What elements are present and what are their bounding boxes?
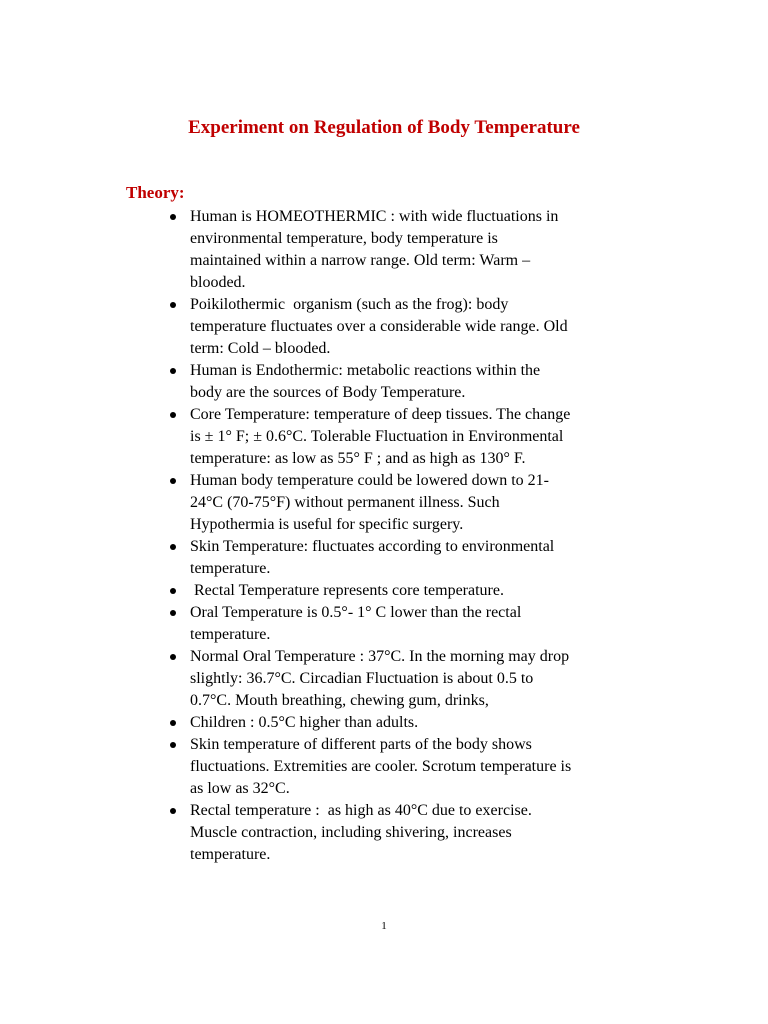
bullet-text: Core Temperature: temperature of deep tissues. The change is ± 1° F; ± 0.6°C. Tolerable Fluctuation in Environmental temperature: as low as 55° F ; and as high as 130° F.	[190, 406, 571, 467]
list-item	[166, 294, 646, 360]
list-item	[166, 360, 646, 404]
bullet-text: Rectal Temperature represents core temperature.	[190, 582, 504, 599]
bullet-icon	[170, 544, 176, 550]
list-item	[166, 580, 646, 602]
bullet-text: Human is Endothermic: metabolic reactions within the body are the sources of Body Temperature.	[190, 362, 541, 401]
bullet-icon	[170, 654, 176, 660]
bullet-icon	[170, 808, 176, 814]
bullet-icon	[170, 720, 176, 726]
bullet-icon	[170, 412, 176, 418]
bullet-icon	[170, 588, 176, 594]
list-item	[166, 470, 646, 536]
list-item	[166, 206, 646, 294]
list-item	[166, 646, 646, 712]
bullet-icon	[170, 214, 176, 220]
document-title: Experiment on Regulation of Body Temperature	[188, 117, 580, 138]
bullet-icon	[170, 478, 176, 484]
bullet-text: Human is HOMEOTHERMIC : with wide fluctuations in environmental temperature, body temperature is maintained within a narrow range. Old term: Warm – blooded.	[190, 208, 559, 291]
bullet-text: Skin temperature of different parts of the body shows fluctuations. Extremities are cooler. Scrotum temperature is as low as 32°C.	[190, 736, 572, 797]
list-item	[166, 602, 646, 646]
list-item	[166, 800, 646, 866]
bullet-icon	[170, 302, 176, 308]
theory-bullet-list	[166, 206, 646, 866]
bullet-text: Rectal temperature : as high as 40°C due to exercise. Muscle contraction, including shivering, increases temperature.	[190, 802, 532, 863]
bullet-icon	[170, 368, 176, 374]
list-item	[166, 734, 646, 800]
page-number: 1	[381, 920, 387, 932]
list-item	[166, 536, 646, 580]
list-item	[166, 404, 646, 470]
bullet-icon	[170, 610, 176, 616]
bullet-icon	[170, 742, 176, 748]
bullet-text: Human body temperature could be lowered down to 21- 24°C (70-75°F) without permanent illness. Such Hypothermia is useful for specific surgery.	[190, 472, 550, 533]
section-heading-theory: Theory:	[126, 183, 185, 202]
bullet-text: Normal Oral Temperature : 37°C. In the morning may drop slightly: 36.7°C. Circadian Fluctuation is about 0.5 to 0.7°C. Mouth breathing, chewing gum, drinks,	[190, 648, 570, 709]
bullet-text: Children : 0.5°C higher than adults.	[190, 714, 419, 731]
bullet-text: Poikilothermic organism (such as the frog): body temperature fluctuates over a considerable wide range. Old term: Cold – blooded.	[190, 296, 568, 357]
list-item	[166, 712, 646, 734]
bullet-text: Oral Temperature is 0.5°- 1° C lower than the rectal temperature.	[190, 604, 522, 643]
bullet-text: Skin Temperature: fluctuates according to environmental temperature.	[190, 538, 555, 577]
